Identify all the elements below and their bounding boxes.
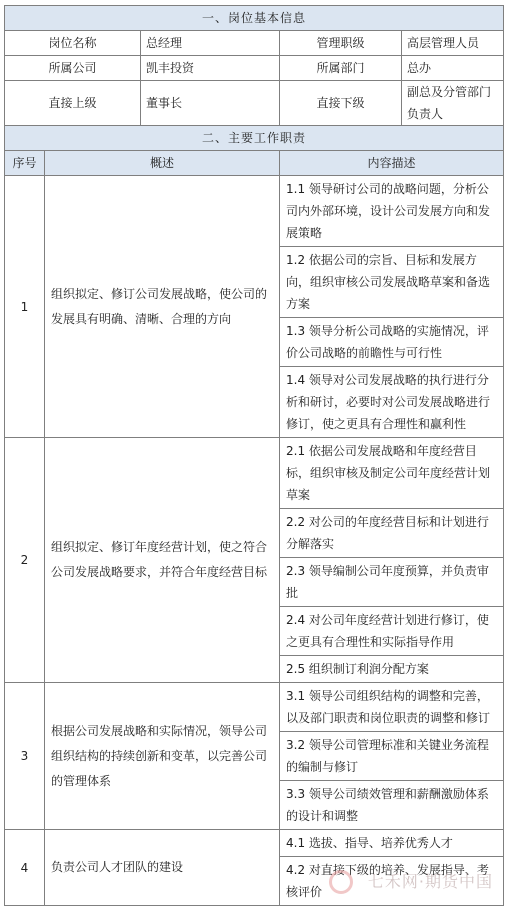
duty-item: 1.4 领导对公司发展战略的执行进行分析和研讨，必要时对公司发展战略进行修订，使之更具有合理性和赢利性 — [280, 367, 504, 438]
duty-item: 4.2 对直接下级的培养、发展指导、考核评价 — [280, 857, 504, 906]
duty-number: 2 — [5, 438, 45, 683]
duty-row — [5, 176, 504, 247]
info-row — [5, 81, 504, 126]
duty-number: 3 — [5, 683, 45, 830]
duty-item: 1.3 领导分析公司战略的实施情况，评价公司战略的前瞻性与可行性 — [280, 318, 504, 367]
duty-number: 4 — [5, 830, 45, 906]
duty-item: 1.1 领导研讨公司的战略问题，分析公司内外部环境，设计公司发展方向和发展策略 — [280, 176, 504, 247]
info-key: 直接上级 — [5, 81, 141, 126]
job-description-table — [4, 5, 504, 906]
info-value: 董事长 — [141, 81, 280, 126]
info-key: 岗位名称 — [5, 31, 141, 56]
duty-item: 2.4 对公司年度经营计划进行修订，使之更具有合理性和实际指导作用 — [280, 607, 504, 656]
duty-summary: 负责公司人才团队的建设 — [45, 830, 280, 906]
section-basic-info-header — [5, 6, 504, 31]
info-value: 高层管理人员 — [402, 31, 504, 56]
info-row — [5, 56, 504, 81]
duty-item: 3.1 领导公司组织结构的调整和完善，以及部门职责和岗位职责的调整和修订 — [280, 683, 504, 732]
section-duties-header — [5, 126, 504, 151]
duty-row — [5, 830, 504, 857]
duty-item: 4.1 选拔、指导、培养优秀人才 — [280, 830, 504, 857]
info-key: 管理职级 — [280, 31, 402, 56]
duty-item: 2.5 组织制订利润分配方案 — [280, 656, 504, 683]
duty-row — [5, 683, 504, 732]
duty-item: 2.2 对公司的年度经营目标和计划进行分解落实 — [280, 509, 504, 558]
duty-summary: 组织拟定、修订年度经营计划，使之符合公司发展战略要求，并符合年度经营目标 — [45, 438, 280, 683]
info-key: 直接下级 — [280, 81, 402, 126]
duty-item: 3.3 领导公司绩效管理和薪酬激励体系的设计和调整 — [280, 781, 504, 830]
watermark-text: 七禾网·期货中国 — [367, 872, 493, 891]
info-key: 所属部门 — [280, 56, 402, 81]
duty-item: 2.1 依据公司发展战略和年度经营目标，组织审核及制定公司年度经营计划草案 — [280, 438, 504, 509]
info-key: 所属公司 — [5, 56, 141, 81]
info-value: 总经理 — [141, 31, 280, 56]
duty-item: 2.3 领导编制公司年度预算，并负责审批 — [280, 558, 504, 607]
duty-summary: 组织拟定、修订公司发展战略，使公司的发展具有明确、清晰、合理的方向 — [45, 176, 280, 438]
info-value: 凯丰投资 — [141, 56, 280, 81]
duty-number: 1 — [5, 176, 45, 438]
section-title: 一、岗位基本信息 — [5, 6, 504, 31]
column-header-summary: 概述 — [45, 151, 280, 176]
column-header-content: 内容描述 — [280, 151, 504, 176]
info-value: 副总及分管部门负责人 — [402, 81, 504, 126]
duty-summary: 根据公司发展战略和实际情况，领导公司组织结构的持续创新和变革，以完善公司的管理体系 — [45, 683, 280, 830]
column-header-num: 序号 — [5, 151, 45, 176]
duty-item: 1.2 依据公司的宗旨、目标和发展方向，组织审核公司发展战略草案和备选方案 — [280, 247, 504, 318]
job-description-document — [4, 5, 503, 906]
info-value: 总办 — [402, 56, 504, 81]
duty-row — [5, 438, 504, 509]
section-title: 二、主要工作职责 — [5, 126, 504, 151]
watermark-logo-icon — [329, 870, 353, 894]
column-header-row — [5, 151, 504, 176]
duty-item: 3.2 领导公司管理标准和关键业务流程的编制与修订 — [280, 732, 504, 781]
info-row — [5, 31, 504, 56]
